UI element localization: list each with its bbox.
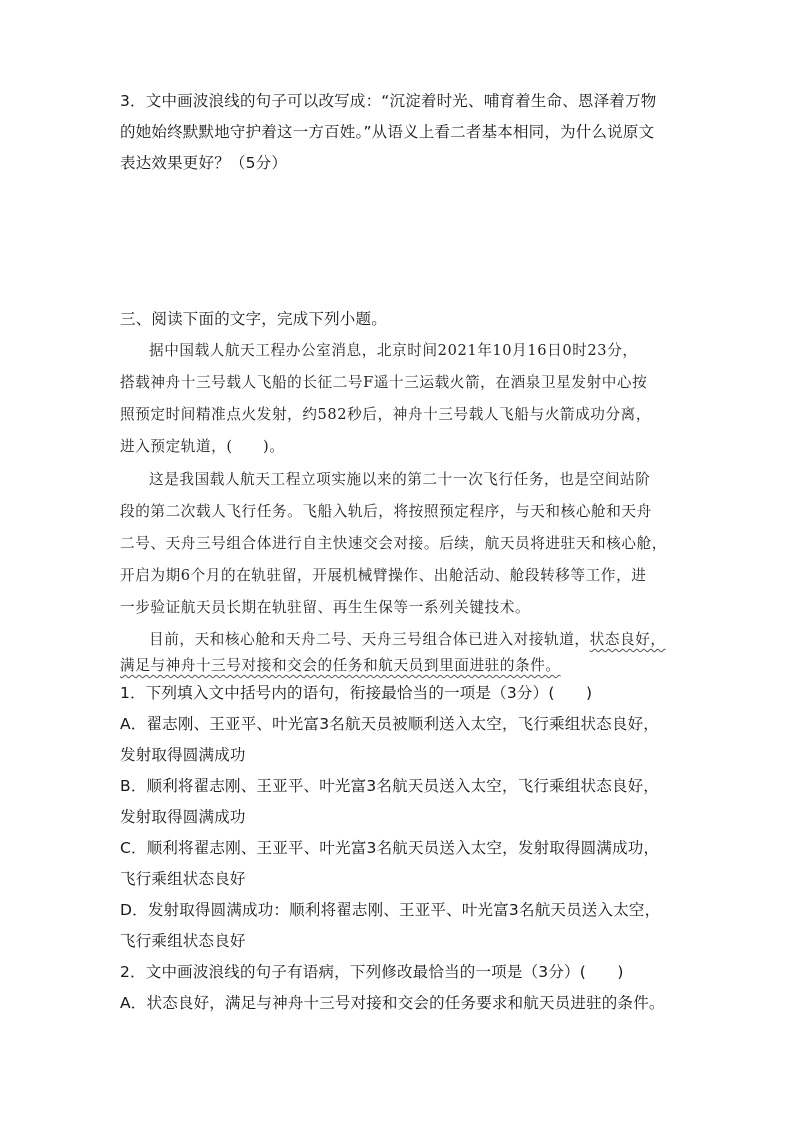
passage-p1-line-1: 据中国载人航天工程办公室消息，北京时间2021年10月16日0时23分， bbox=[149, 342, 638, 359]
passage-p2-line-4: 开启为期6个月的在轨驻留，开展机械臂操作、出舱活动、舱段转移等工作，进 bbox=[120, 567, 647, 584]
q3-text-line-1: 3．文中画波浪线的句子可以改写成：“沉淀着时光、哺育着生命、恩泽着万物 bbox=[120, 92, 657, 110]
q2-stem: 2．文中画波浪线的句子有语病，下列修改最恰当的一项是（3分）( ) bbox=[120, 963, 624, 981]
passage-p3-line-1 bbox=[149, 630, 666, 650]
wavy-underlined-sentence-part-1: 状态良好， bbox=[589, 631, 666, 648]
q1-option-a-line-2: 发射取得圆满成功 bbox=[120, 746, 246, 764]
q1-option-c-line-2: 飞行乘组状态良好 bbox=[120, 870, 246, 888]
q1-option-a-line-1: A．翟志刚、王亚平、叶光富3名航天员被顺利送入太空，飞行乘组状态良好， bbox=[120, 715, 659, 733]
passage-p2-line-1: 这是我国载人航天工程立项实施以来的第二十一次飞行任务，也是空间站阶 bbox=[149, 471, 651, 488]
q2-option-a-line-1: A．状态良好，满足与神舟十三号对接和交会的任务要求和航天员进驻的条件。 bbox=[120, 994, 665, 1012]
q3-text-line-2: 的她始终默默地守护着这一方百姓。”从语义上看二者基本相同，为什么说原文 bbox=[120, 123, 655, 141]
q1-stem: 1．下列填入文中括号内的语句，衔接最恰当的一项是（3分）( ) bbox=[120, 684, 593, 702]
passage-p2-line-3: 二号、天舟三号组合体进行自主快速交会对接。后续，航天员将进驻天和核心舱， bbox=[120, 535, 667, 552]
passage-p1-line-2: 搭载神舟十三号载人飞船的长征二号F遥十三运载火箭，在酒泉卫星发射中心按 bbox=[120, 374, 648, 391]
passage-p2-line-2: 段的第二次载人飞行任务。飞船入轨后，将按照预定程序，与天和核心舱和天舟 bbox=[120, 503, 652, 520]
passage-p1-line-3: 照预定时间精准点火发射，约582秒后，神舟十三号载人飞船与火箭成功分离， bbox=[120, 406, 652, 423]
q3-text-line-3: 表达效果更好？（5分） bbox=[120, 154, 288, 172]
q1-option-b-line-2: 发射取得圆满成功 bbox=[120, 808, 246, 826]
passage-p1-line-4: 进入预定轨道，( )。 bbox=[120, 438, 285, 455]
passage-p3-line-2 bbox=[120, 656, 561, 676]
passage-p2-line-5: 一步验证航天员长期在轨驻留、再生生保等一系列关键技术。 bbox=[120, 599, 531, 616]
q1-option-d-line-1: D．发射取得圆满成功：顺利将翟志刚、王亚平、叶光富3名航天员送入太空， bbox=[120, 901, 661, 919]
q1-option-b-line-1: B．顺利将翟志刚、王亚平、叶光富3名航天员送入太空，飞行乘组状态良好， bbox=[120, 777, 659, 795]
section-heading: 三、阅读下面的文字，完成下列小题。 bbox=[120, 310, 387, 328]
q1-option-d-line-2: 飞行乘组状态良好 bbox=[120, 932, 246, 950]
q1-option-c-line-1: C．顺利将翟志刚、王亚平、叶光富3名航天员送入太空，发射取得圆满成功， bbox=[120, 839, 660, 857]
wavy-underlined-sentence-part-2: 满足与神舟十三号对接和交会的任务和航天员到里面进驻的条件。 bbox=[120, 657, 561, 674]
passage-p3-line-1-plain: 目前，天和核心舱和天舟二号、天舟三号组合体已进入对接轨道， bbox=[149, 631, 590, 648]
